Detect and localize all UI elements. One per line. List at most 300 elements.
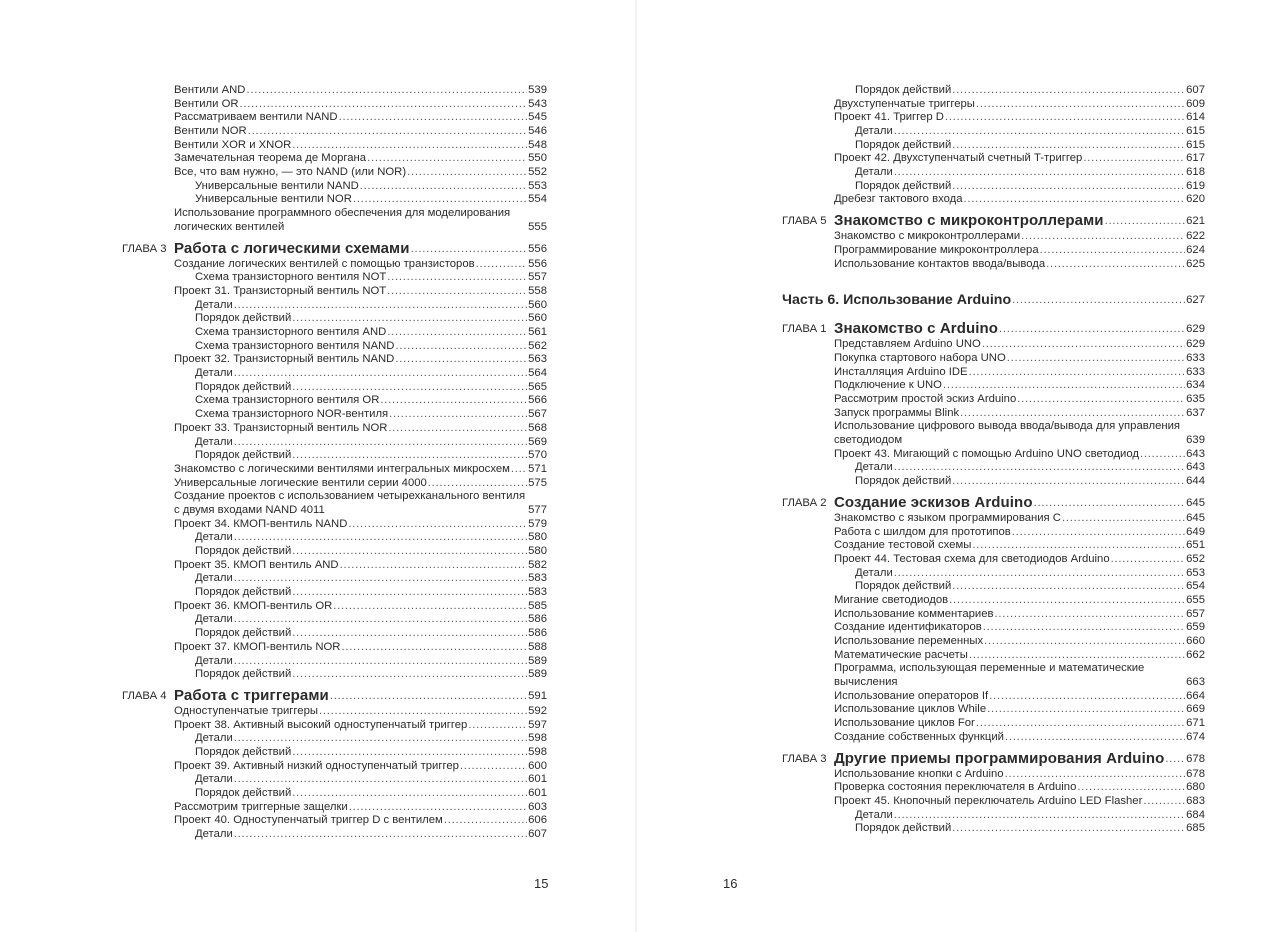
entry-title: Рассмотрим триггерные защелки	[174, 800, 348, 813]
dot-leader	[349, 801, 527, 815]
toc-subsection-entry	[122, 367, 547, 381]
entry-title: Проект 45. Кнопочный переключатель Arduino LED Flasher	[834, 794, 1143, 807]
entry-page-number: 678	[1186, 752, 1205, 765]
dot-leader	[292, 312, 527, 326]
entry-page-number: 554	[528, 193, 547, 206]
entry-page-number: 597	[528, 718, 547, 731]
dot-leader	[292, 381, 527, 395]
entry-title: Программа, использующая переменные и математические вычисления	[834, 662, 1145, 689]
toc-subsection-entry	[122, 436, 547, 450]
dot-leader	[1034, 494, 1186, 512]
entry-page-number: 569	[528, 435, 547, 448]
dot-leader	[960, 407, 1185, 421]
dot-leader	[952, 84, 1185, 98]
entry-title: Вентили NOR	[174, 125, 247, 138]
entry-page-number: 592	[528, 704, 547, 717]
toc-subsection-entry	[782, 166, 1205, 180]
toc-section-entry	[782, 649, 1205, 663]
toc-subsection-entry	[782, 822, 1205, 836]
entry-page-number: 607	[1186, 83, 1205, 96]
toc-section-entry	[122, 98, 547, 112]
entry-title: Проект 36. КМОП-вентиль OR	[174, 599, 333, 612]
entry-title: Подключение к UNO	[834, 379, 942, 392]
toc-section-entry	[782, 366, 1205, 380]
dot-leader	[964, 193, 1186, 207]
entry-title: Использование кнопки с Arduino	[834, 767, 1004, 780]
entry-title: Проект 32. Транзисторный вентиль NAND	[174, 353, 395, 366]
dot-leader	[407, 166, 527, 180]
chapter-number: ГЛАВА 5	[782, 215, 827, 228]
entry-page-number: 674	[1186, 730, 1205, 743]
dot-leader	[234, 828, 527, 842]
toc-section-entry	[782, 553, 1205, 567]
entry-page-number: 625	[1186, 257, 1205, 270]
dot-leader	[969, 366, 1186, 380]
dot-leader	[982, 338, 1185, 352]
entry-title: Знакомство с микроконтроллерами	[834, 230, 1021, 243]
entry-title: Запуск программы Blink	[834, 406, 960, 419]
entry-page-number: 567	[528, 408, 547, 421]
entry-page-number: 633	[1186, 365, 1205, 378]
toc-section-entry	[122, 600, 547, 614]
entry-page-number: 617	[1186, 152, 1205, 165]
entry-title: Порядок действий	[195, 312, 292, 325]
entry-page-number: 564	[528, 367, 547, 380]
entry-page-number: 555	[528, 220, 547, 233]
toc-subsection-entry	[122, 180, 547, 194]
dot-leader	[330, 687, 527, 705]
entry-title: Порядок действий	[195, 745, 292, 758]
entry-title: Универсальные вентили NAND	[195, 179, 359, 192]
toc-section-entry	[782, 731, 1205, 745]
entry-page-number: 566	[528, 394, 547, 407]
right-page	[637, 0, 1275, 932]
toc-chapter-heading	[782, 494, 1205, 512]
toc-left	[122, 84, 547, 842]
dot-leader	[476, 258, 528, 272]
dot-leader	[340, 559, 528, 573]
toc-subsection-entry	[122, 449, 547, 463]
dot-leader	[292, 668, 527, 682]
toc-subsection-entry	[122, 299, 547, 313]
entry-title: Часть 6. Использование Arduino	[782, 292, 1012, 309]
dot-leader	[894, 125, 1185, 139]
entry-title: Проект 31. Транзисторный вентиль NOT	[174, 284, 387, 297]
dot-leader	[460, 760, 527, 774]
dot-leader	[292, 746, 527, 760]
toc-subsection-entry	[122, 732, 547, 746]
entry-page-number: 639	[1186, 434, 1205, 447]
toc-section-entry	[782, 194, 1205, 208]
dot-leader	[388, 422, 527, 436]
toc-section-entry	[122, 84, 547, 98]
dot-leader	[976, 717, 1185, 731]
dot-leader	[999, 320, 1185, 338]
entry-page-number: 591	[528, 689, 547, 702]
entry-title: Детали	[195, 435, 233, 448]
entry-page-number: 657	[1186, 607, 1205, 620]
toc-subsection-entry	[122, 194, 547, 208]
toc-section-entry	[782, 662, 1205, 689]
entry-title: Порядок действий	[855, 822, 952, 835]
entry-title: Использование операторов If	[834, 689, 989, 702]
entry-page-number: 570	[528, 449, 547, 462]
toc-chapter-heading	[782, 750, 1205, 768]
toc-section-entry	[122, 518, 547, 532]
entry-page-number: 556	[528, 257, 547, 270]
entry-title: Схема транзисторного NOR-вентиля	[195, 408, 389, 421]
entry-page-number: 539	[528, 83, 547, 96]
dot-leader	[240, 98, 528, 112]
entry-page-number: 619	[1186, 179, 1205, 192]
dot-leader	[952, 580, 1185, 594]
toc-subsection-entry	[122, 394, 547, 408]
toc-subsection-entry	[782, 84, 1205, 98]
entry-page-number: 622	[1186, 230, 1205, 243]
dot-leader	[387, 285, 527, 299]
dot-leader	[894, 809, 1185, 823]
dot-leader	[319, 705, 527, 719]
entry-page-number: 663	[1186, 676, 1205, 689]
entry-page-number: 645	[1186, 511, 1205, 524]
entry-title: Использование контактов ввода/вывода	[834, 257, 1046, 270]
toc-section-entry	[122, 111, 547, 125]
toc-subsection-entry	[122, 271, 547, 285]
dot-leader	[969, 649, 1185, 663]
toc-section-entry	[782, 635, 1205, 649]
entry-title: Покупка стартового набора UNO	[834, 351, 1006, 364]
entry-title: Схема транзисторного вентиля OR	[195, 394, 380, 407]
dot-leader	[1140, 448, 1185, 462]
entry-title: Порядок действий	[195, 449, 292, 462]
entry-title: Использование переменных	[834, 635, 984, 648]
entry-title: Использование цифрового вывода ввода/вывода для управления светодиодом	[834, 420, 1181, 447]
dot-leader	[1105, 212, 1186, 230]
entry-page-number: 615	[1186, 138, 1205, 151]
dot-leader	[1012, 291, 1185, 309]
entry-page-number: 586	[528, 613, 547, 626]
dot-leader	[395, 340, 527, 354]
dot-leader	[987, 703, 1185, 717]
entry-title: Математические расчеты	[834, 648, 968, 661]
entry-title: Знакомство с Arduino	[834, 320, 999, 338]
dot-leader	[367, 152, 527, 166]
toc-section-entry	[122, 477, 547, 491]
entry-page-number: 629	[1186, 323, 1205, 336]
toc-subsection-entry	[782, 139, 1205, 153]
entry-title: Использование циклов For	[834, 717, 975, 730]
toc-section-entry	[122, 463, 547, 477]
toc-section-entry	[122, 814, 547, 828]
entry-title: Детали	[195, 773, 233, 786]
dot-leader	[1021, 230, 1185, 244]
entry-title: Проект 33. Транзисторный вентиль NOR	[174, 421, 388, 434]
dot-leader	[234, 732, 527, 746]
entry-page-number: 598	[528, 745, 547, 758]
entry-page-number: 589	[528, 654, 547, 667]
toc-chapter-heading	[122, 687, 547, 705]
dot-leader	[511, 463, 527, 477]
entry-page-number: 680	[1186, 781, 1205, 794]
entry-title: Создание идентификаторов	[834, 621, 982, 634]
entry-title: Проект 43. Мигающий с помощью Arduino UNO светодиод	[834, 447, 1139, 460]
dot-leader	[1083, 152, 1185, 166]
entry-title: Порядок действий	[195, 586, 292, 599]
toc-section-entry	[122, 152, 547, 166]
toc-section-entry	[782, 393, 1205, 407]
dot-leader	[395, 353, 527, 367]
entry-page-number: 550	[528, 152, 547, 165]
entry-page-number: 582	[528, 558, 547, 571]
entry-page-number: 546	[528, 125, 547, 138]
entry-title: Знакомство с микроконтроллерами	[834, 212, 1104, 230]
toc-section-entry	[782, 526, 1205, 540]
toc-section-entry	[122, 641, 547, 655]
chapter-number: ГЛАВА 2	[782, 496, 827, 509]
toc-section-entry	[782, 512, 1205, 526]
toc-section-entry	[782, 352, 1205, 366]
entry-page-number: 552	[528, 166, 547, 179]
entry-page-number: 565	[528, 380, 547, 393]
dot-leader	[234, 655, 527, 669]
entry-page-number: 586	[528, 627, 547, 640]
entry-title: Детали	[195, 654, 233, 667]
entry-page-number: 624	[1186, 243, 1205, 256]
entry-page-number: 577	[528, 503, 547, 516]
toc-subsection-entry	[122, 773, 547, 787]
entry-title: Создание собственных функций	[834, 730, 1004, 743]
toc-section-entry	[782, 407, 1205, 421]
entry-page-number: 556	[528, 242, 547, 255]
entry-title: Порядок действий	[855, 475, 952, 488]
entry-title: Работа с шилдом для прототипов	[834, 525, 1011, 538]
dot-leader	[387, 271, 527, 285]
entry-page-number: 607	[528, 828, 547, 841]
toc-chapter-heading	[122, 240, 547, 258]
toc-section-entry	[122, 422, 547, 436]
dot-leader	[994, 608, 1185, 622]
entry-title: Порядок действий	[855, 580, 952, 593]
entry-title: Все, что вам нужно, — это NAND (или NOR)	[174, 166, 407, 179]
entry-title: Вентили XOR и XNOR	[174, 138, 292, 151]
entry-title: Создание тестовой схемы	[834, 539, 972, 552]
entry-page-number: 601	[528, 773, 547, 786]
entry-title: Программирование микроконтроллера	[834, 243, 1039, 256]
dot-leader	[1046, 258, 1185, 272]
entry-page-number: 609	[1186, 97, 1205, 110]
dot-leader	[1062, 512, 1185, 526]
toc-subsection-entry	[122, 668, 547, 682]
entry-page-number: 563	[528, 353, 547, 366]
dot-leader	[1111, 553, 1186, 567]
dot-leader	[333, 600, 527, 614]
entry-page-number: 589	[528, 668, 547, 681]
entry-page-number: 683	[1186, 794, 1205, 807]
toc-subsection-entry	[782, 567, 1205, 581]
entry-title: Детали	[195, 531, 233, 544]
entry-page-number: 579	[528, 517, 547, 530]
toc-subsection-entry	[122, 312, 547, 326]
entry-page-number: 548	[528, 138, 547, 151]
dot-leader	[234, 773, 527, 787]
dot-leader	[292, 449, 527, 463]
dot-leader	[1077, 781, 1185, 795]
entry-title: Другие приемы программирования Arduino	[834, 749, 1165, 767]
entry-page-number: 634	[1186, 379, 1205, 392]
dot-leader	[292, 139, 527, 153]
entry-page-number: 620	[1186, 193, 1205, 206]
toc-section-entry	[782, 608, 1205, 622]
entry-page-number: 588	[528, 640, 547, 653]
dot-leader	[341, 641, 527, 655]
toc-section-entry	[782, 98, 1205, 112]
dot-leader	[411, 240, 528, 258]
dot-leader	[389, 408, 527, 422]
entry-page-number: 571	[528, 462, 547, 475]
entry-title: Схема транзисторного вентиля NOT	[195, 271, 387, 284]
dot-leader	[292, 586, 527, 600]
entry-title: Детали	[195, 298, 233, 311]
toc-subsection-entry	[122, 572, 547, 586]
dot-leader	[1040, 244, 1186, 258]
toc-section-entry	[782, 704, 1205, 718]
dot-leader	[894, 166, 1185, 180]
dot-leader	[952, 822, 1185, 836]
entry-page-number: 557	[528, 271, 547, 284]
toc-section-entry	[782, 594, 1205, 608]
entry-title: Рассматриваем вентили NAND	[174, 111, 338, 124]
dot-leader	[984, 635, 1185, 649]
entry-page-number: 615	[1186, 125, 1205, 138]
toc-section-entry	[782, 717, 1205, 731]
entry-title: Детали	[855, 125, 893, 138]
dot-leader	[428, 477, 527, 491]
dot-leader	[949, 594, 1185, 608]
toc-section-entry	[782, 379, 1205, 393]
entry-title: Детали	[195, 732, 233, 745]
entry-page-number: 568	[528, 421, 547, 434]
dot-leader	[234, 436, 527, 450]
toc-subsection-entry	[782, 180, 1205, 194]
dot-leader	[1012, 526, 1185, 540]
toc-subsection-entry	[122, 381, 547, 395]
entry-title: Использование циклов While	[834, 703, 987, 716]
entry-page-number: 645	[1186, 496, 1205, 509]
entry-page-number: 685	[1186, 822, 1205, 835]
entry-title: Схема транзисторного вентиля NAND	[195, 339, 395, 352]
entry-title: Детали	[855, 566, 893, 579]
entry-page-number: 660	[1186, 635, 1205, 648]
chapter-number: ГЛАВА 3	[122, 242, 167, 255]
entry-page-number: 659	[1186, 621, 1205, 634]
entry-title: Проверка состояния переключателя в Arduino	[834, 781, 1077, 794]
entry-title: Порядок действий	[855, 179, 952, 192]
entry-page-number: 621	[1186, 215, 1205, 228]
toc-section-entry	[782, 768, 1205, 782]
entry-page-number: 662	[1186, 648, 1205, 661]
toc-subsection-entry	[782, 475, 1205, 489]
entry-title: Детали	[855, 166, 893, 179]
left-page	[0, 0, 636, 932]
dot-leader	[1143, 795, 1185, 809]
dot-leader	[380, 394, 527, 408]
entry-title: Работа с логическими схемами	[174, 239, 410, 257]
entry-title: Проект 35. КМОП вентиль AND	[174, 558, 339, 571]
entry-title: Использование программного обеспечения для моделирования логических вентилей	[174, 207, 511, 233]
toc-subsection-entry	[782, 580, 1205, 594]
entry-page-number: 585	[528, 599, 547, 612]
toc-section-entry	[122, 760, 547, 774]
toc-subsection-entry	[122, 545, 547, 559]
entry-title: Создание проектов с использованием четырехканального вентиля с двумя входами NAND 4011	[174, 490, 526, 516]
entry-title: Одноступенчатые триггеры	[174, 704, 318, 717]
entry-page-number: 580	[528, 545, 547, 558]
entry-title: Рассмотрим простой эскиз Arduino	[834, 392, 1017, 405]
toc-subsection-entry	[122, 614, 547, 628]
entry-title: Вентили AND	[174, 83, 246, 96]
toc-section-entry	[122, 258, 547, 272]
entry-page-number: 560	[528, 298, 547, 311]
toc-subsection-entry	[122, 787, 547, 801]
entry-title: Проект 34. КМОП-вентиль NAND	[174, 517, 348, 530]
toc-section-entry	[122, 705, 547, 719]
toc-section-entry	[122, 719, 547, 733]
page-number: 16	[723, 876, 738, 891]
toc-section-entry	[782, 230, 1205, 244]
entry-page-number: 562	[528, 339, 547, 352]
dot-leader	[952, 139, 1185, 153]
entry-page-number: 561	[528, 326, 547, 339]
dot-leader	[1165, 750, 1185, 768]
entry-page-number: 575	[528, 476, 547, 489]
entry-title: Проект 44. Тестовая схема для светодиодов Arduino	[834, 552, 1110, 565]
entry-page-number: 653	[1186, 566, 1205, 579]
dot-leader	[983, 621, 1185, 635]
toc-subsection-entry	[122, 655, 547, 669]
toc-subsection-entry	[122, 828, 547, 842]
entry-page-number: 558	[528, 284, 547, 297]
dot-leader	[894, 567, 1185, 581]
entry-page-number: 671	[1186, 717, 1205, 730]
dot-leader	[468, 719, 527, 733]
entry-title: Вентили OR	[174, 97, 239, 110]
dot-leader	[989, 690, 1185, 704]
toc-section-entry	[122, 125, 547, 139]
entry-title: Проект 41. Триггер D	[834, 111, 944, 124]
entry-page-number: 600	[528, 759, 547, 772]
dot-leader	[246, 84, 527, 98]
entry-title: Знакомство с языком программирования С	[834, 511, 1061, 524]
entry-page-number: 560	[528, 312, 547, 325]
toc-section-entry	[122, 801, 547, 815]
toc-section-entry	[782, 539, 1205, 553]
entry-page-number: 583	[528, 586, 547, 599]
entry-title: Проект 40. Одноступенчатый триггер D с вентилем	[174, 814, 443, 827]
entry-page-number: 652	[1186, 552, 1205, 565]
dot-leader	[234, 299, 527, 313]
entry-page-number: 678	[1186, 767, 1205, 780]
entry-page-number: 635	[1186, 392, 1205, 405]
dot-leader	[292, 627, 527, 641]
entry-title: Дребезг тактового входа	[834, 193, 963, 206]
entry-page-number: 614	[1186, 111, 1205, 124]
dot-leader	[1005, 768, 1186, 782]
chapter-number: ГЛАВА 4	[122, 689, 167, 702]
dot-leader	[952, 180, 1185, 194]
toc-section-entry	[122, 285, 547, 299]
chapter-number: ГЛАВА 3	[782, 752, 827, 765]
dot-leader	[952, 475, 1185, 489]
